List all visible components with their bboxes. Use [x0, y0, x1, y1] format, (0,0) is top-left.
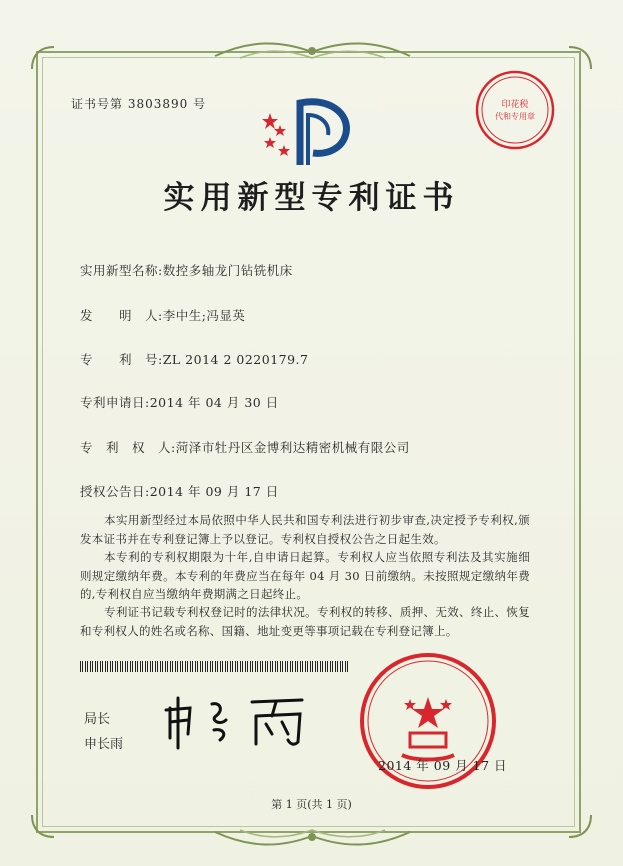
field-utility-model-name: [80, 261, 293, 279]
director-title: 局长: [84, 712, 111, 727]
field-patent-number: [80, 350, 309, 368]
director-signature-icon: [162, 690, 312, 750]
field-label: 实用新型名称:: [80, 263, 163, 278]
corner-ornament-tl: [30, 45, 56, 71]
director-name: 申长雨: [84, 737, 124, 752]
sipo-logo-icon: [258, 93, 358, 173]
barcode: [80, 661, 350, 672]
bottom-ornament: [210, 824, 415, 850]
field-value: ZL 2014 2 0220179.7: [162, 352, 309, 367]
paragraph-grant: 本实用新型经过本局依照中华人民共和国专利法进行初步审查,决定授予专利权,颁发本证书并在专利登记簿上予以登记。专利权自授权公告之日起生效。: [80, 513, 530, 546]
top-ornament: [210, 38, 415, 64]
certificate-number-label: 证书号第: [71, 97, 124, 111]
field-label: 授权公告日:: [80, 484, 150, 499]
page-footer: 第 1 页(共 1 页): [271, 798, 352, 811]
field-value: 2014 年 09 月 17 日: [149, 484, 279, 499]
certificate-number: [71, 95, 206, 112]
seal-date: 2014 年 09 月 17 日: [378, 758, 507, 773]
svg-text:印花税: 印花税: [501, 100, 529, 110]
field-application-date: [80, 393, 279, 411]
svg-text:代和专用章: 代和专用章: [495, 112, 535, 121]
field-grant-date: [80, 482, 279, 500]
field-label: 专 利 权 人:: [80, 440, 176, 455]
corner-ornament-br: [567, 813, 593, 839]
field-patentee: [80, 438, 410, 456]
field-value: 数控多轴龙门钻铣机床: [162, 263, 293, 278]
certificate-number-suffix: 号: [193, 97, 207, 111]
field-inventor: [80, 306, 245, 324]
page-title: 实用新型专利证书: [163, 180, 460, 216]
field-label: 专 利 号:: [80, 352, 163, 367]
field-value: 2014 年 04 月 30 日: [149, 395, 279, 410]
field-label: 专利申请日:: [80, 395, 150, 410]
paragraph-legal-status: 专利证书记载专利权登记时的法律状况。专利权的转移、质押、无效、终止、恢复和专利权人的姓名或名称、国籍、地址变更等事项记载在专利登记簿上。: [80, 605, 530, 638]
small-red-seal-icon: [474, 69, 556, 151]
certificate-number-value: 3803890: [127, 97, 189, 111]
paragraph-term: 本专利的专利权期限为十年,自申请日起算。专利权人应当依照专利法及其实施细则规定缴纳年费。本专利的年费应当在每年 04 月 30 日前缴纳。未按照规定缴纳年费的,专利权自应当缴纳年费期满之日起终止。: [80, 550, 530, 601]
field-value: 李中生;冯显英: [162, 308, 246, 323]
field-value: 菏泽市牡丹区金博利达精密机械有限公司: [175, 440, 410, 455]
field-label: 发 明 人:: [80, 308, 163, 323]
corner-ornament-tr: [567, 45, 593, 71]
corner-ornament-bl: [30, 813, 56, 839]
